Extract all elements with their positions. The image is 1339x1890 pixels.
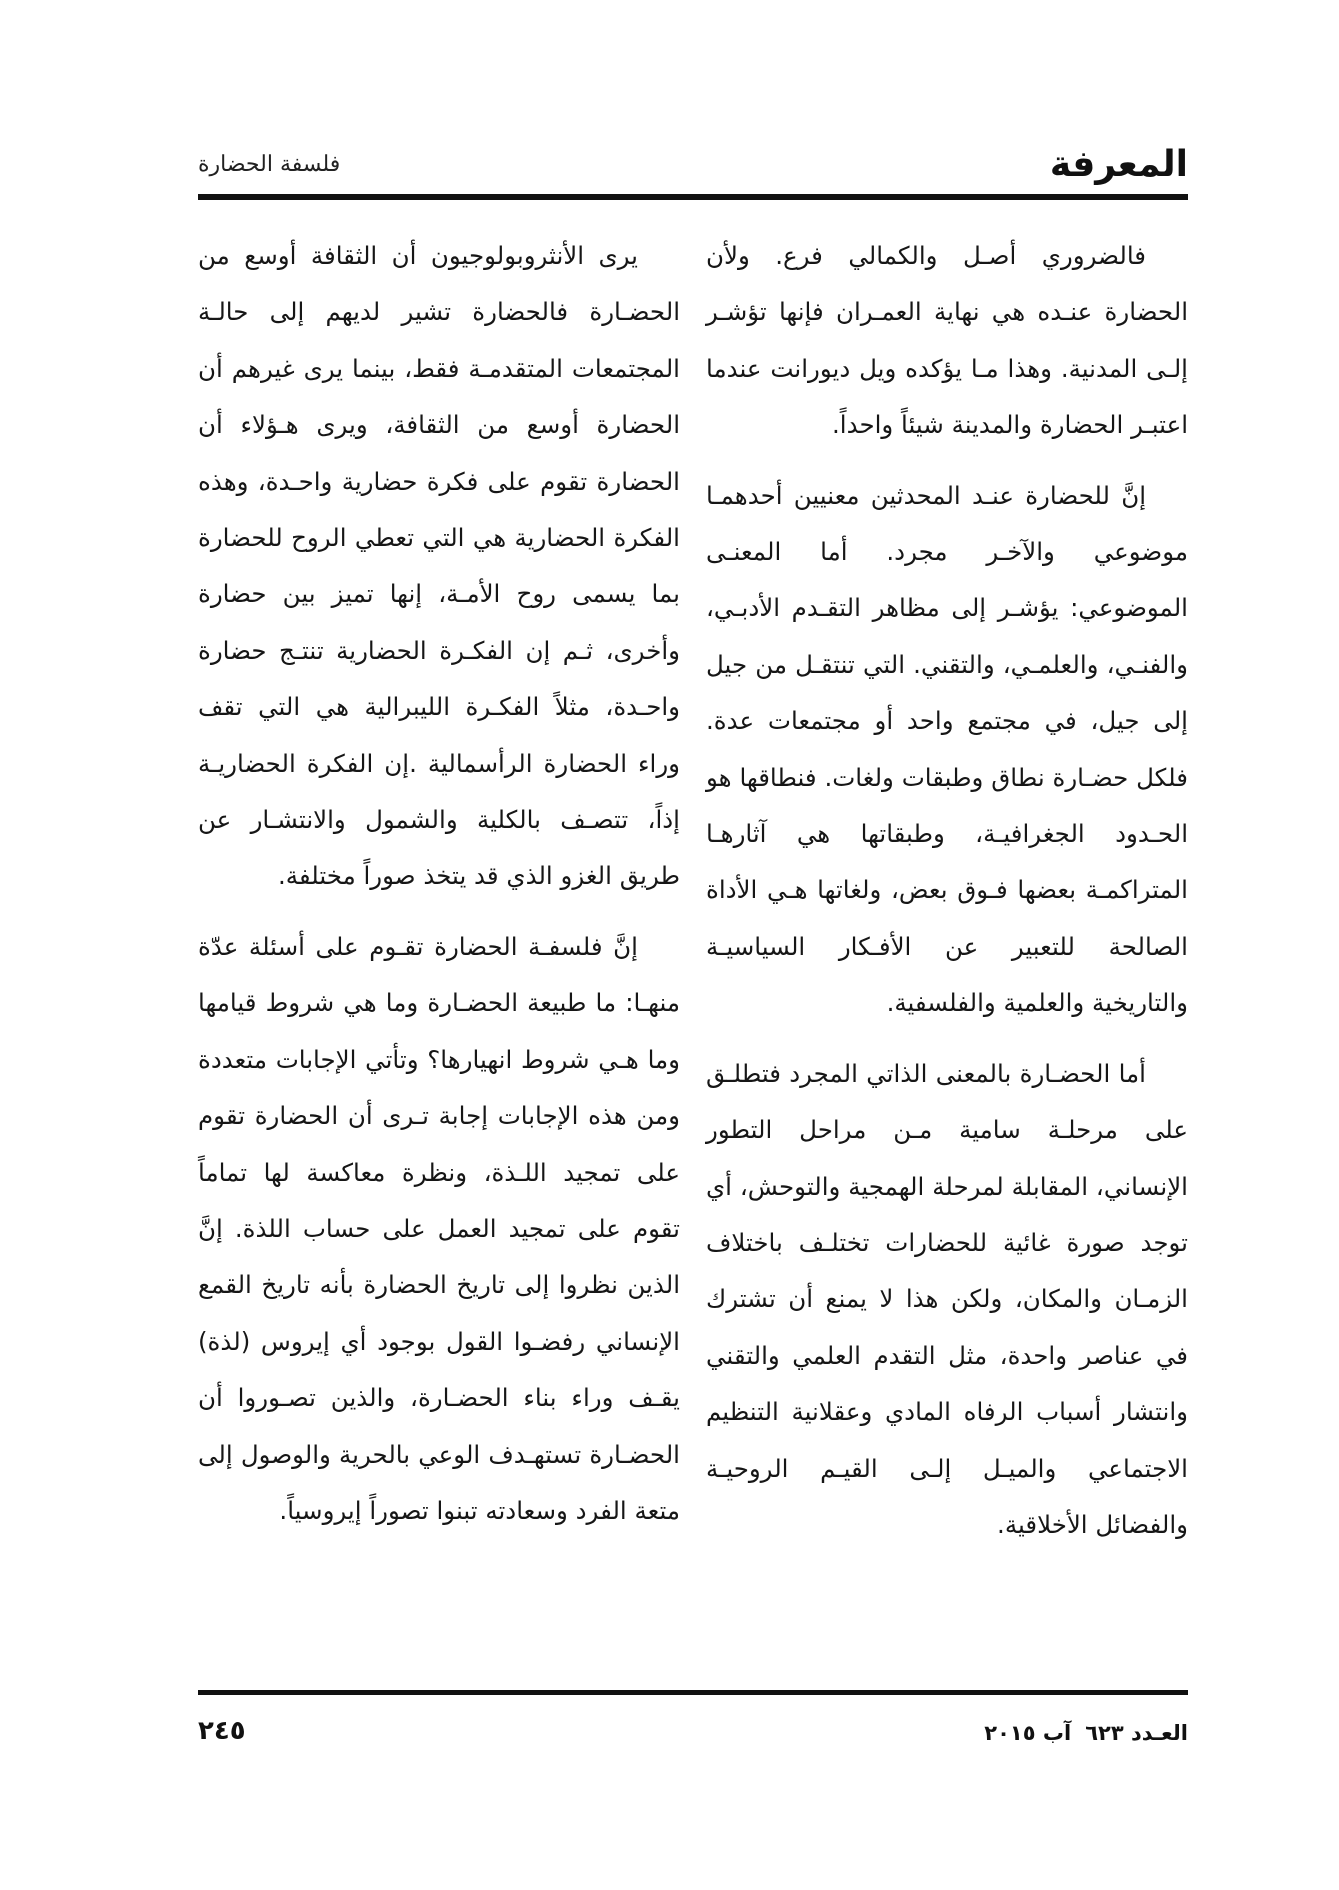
header-rule <box>198 194 1188 200</box>
paragraph: أما الحضـارة بالمعنى الذاتي المجرد فتطلـق على مرحلـة سامية مـن مراحل التطور الإنساني، المقابلة لمرحلة الهمجية والتوحش، أي توجد صورة غائية للحضارات تختلـف باختلاف الزمـان والمكان، ولكن هذا لا يمنع أن تشترك في عناصر واحدة، مثل التقدم العلمي والتقني وانتشار أسباب الرفاه المادي وعقلانية التنظيم الاجتماعي والميـل إلـى القيـم الروحيـة والفضائل الأخلاقية. <box>706 1058 1188 1539</box>
paragraph: إنَّ فلسفـة الحضارة تقـوم على أسئلة عدّة منهـا: ما طبيعة الحضـارة وما هي شروط قيامها وما هـي شروط انهيارها؟ وتأتي الإجابات متعددة ومن هذه الإجابات إجابة تـرى أن الحضارة تقوم على تمجيد اللـذة، ونظرة معاكسة لها تماماً تقوم على تمجيد العمل على حساب اللذة. إنَّ الذين نظروا إلى تاريخ الحضارة بأنه تاريخ القمع الإنساني رفضـوا القول بوجود أي إيروس (لذة) يقـف وراء بناء الحضـارة، والذين تصـوروا أن الحضـارة تستهـدف الوعي بالحرية والوصول إلى متعة الفرد وسعادته تبنوا تصوراً إيروسياً. <box>198 931 680 1525</box>
running-title: فلسفة الحضارة <box>198 152 341 177</box>
paragraph: إنَّ للحضارة عنـد المحدثين معنيين أحدهمـا موضوعي والآخـر مجرد. أما المعنـى الموضوعي: يؤشـر إلى مظاهر التقـدم الأدبـي، والفنـي، والعلمـي، والتقني. التي تنتقـل من جيل إلى جيل، في مجتمع واحد أو مجتمعات عدة. فلكل حضـارة نطاق وطبقات ولغات. فنطاقها هو الحـدود الجغرافيـة، وطبقاتها هي آثارهـا المتراكمـة بعضها فـوق بعض، ولغاتها هـي الأداة الصالحة للتعبير عن الأفـكار السياسيـة والتاريخية والعلمية والفلسفية. <box>706 480 1188 1018</box>
page-number: ٢٤٥ <box>198 1716 246 1746</box>
issue-date: آب ٢٠١٥ <box>984 1721 1072 1745</box>
issue-label: العـدد ٦٢٣ <box>1085 1721 1188 1745</box>
text-column-right <box>706 228 1188 1567</box>
magazine-logo: المعرفة <box>1049 144 1188 185</box>
footer-rule <box>198 1690 1188 1695</box>
issue-info <box>970 1718 1188 1748</box>
paragraph: يرى الأنثروبولوجيون أن الثقافة أوسع من الحضـارة فالحضارة تشير لديهم إلى حالـة المجتمعات المتقدمـة فقط، بينما يرى غيرهم أن الحضارة أوسع من الثقافة، ويرى هـؤلاء أن الحضارة تقوم على فكرة حضارية واحـدة، وهذه الفكرة الحضارية هي التي تعطي الروح للحضارة بما يسمى روح الأمـة، إنها تميز بين حضارة وأخرى، ثـم إن الفكـرة الحضارية تنتـج حضارة واحـدة، مثلاً الفكـرة الليبرالية هي التي تقف وراء الحضارة الرأسمالية .إن الفكرة الحضاريـة إذاً، تتصـف بالكلية والشمول والانتشـار عن طريق الغزو الذي قد يتخذ صوراً مختلفة. <box>198 241 680 891</box>
page-header <box>198 140 1188 190</box>
paragraph: فالضروري أصـل والكمالي فرع. ولأن الحضارة عنـده هي نهاية العمـران فإنها تؤشـر إلـى المدنية. وهذا مـا يؤكده ويل ديورانت عندما اعتبـر الحضارة والمدينة شيئاً واحداً. <box>706 241 1188 440</box>
text-column-left <box>198 228 680 1553</box>
